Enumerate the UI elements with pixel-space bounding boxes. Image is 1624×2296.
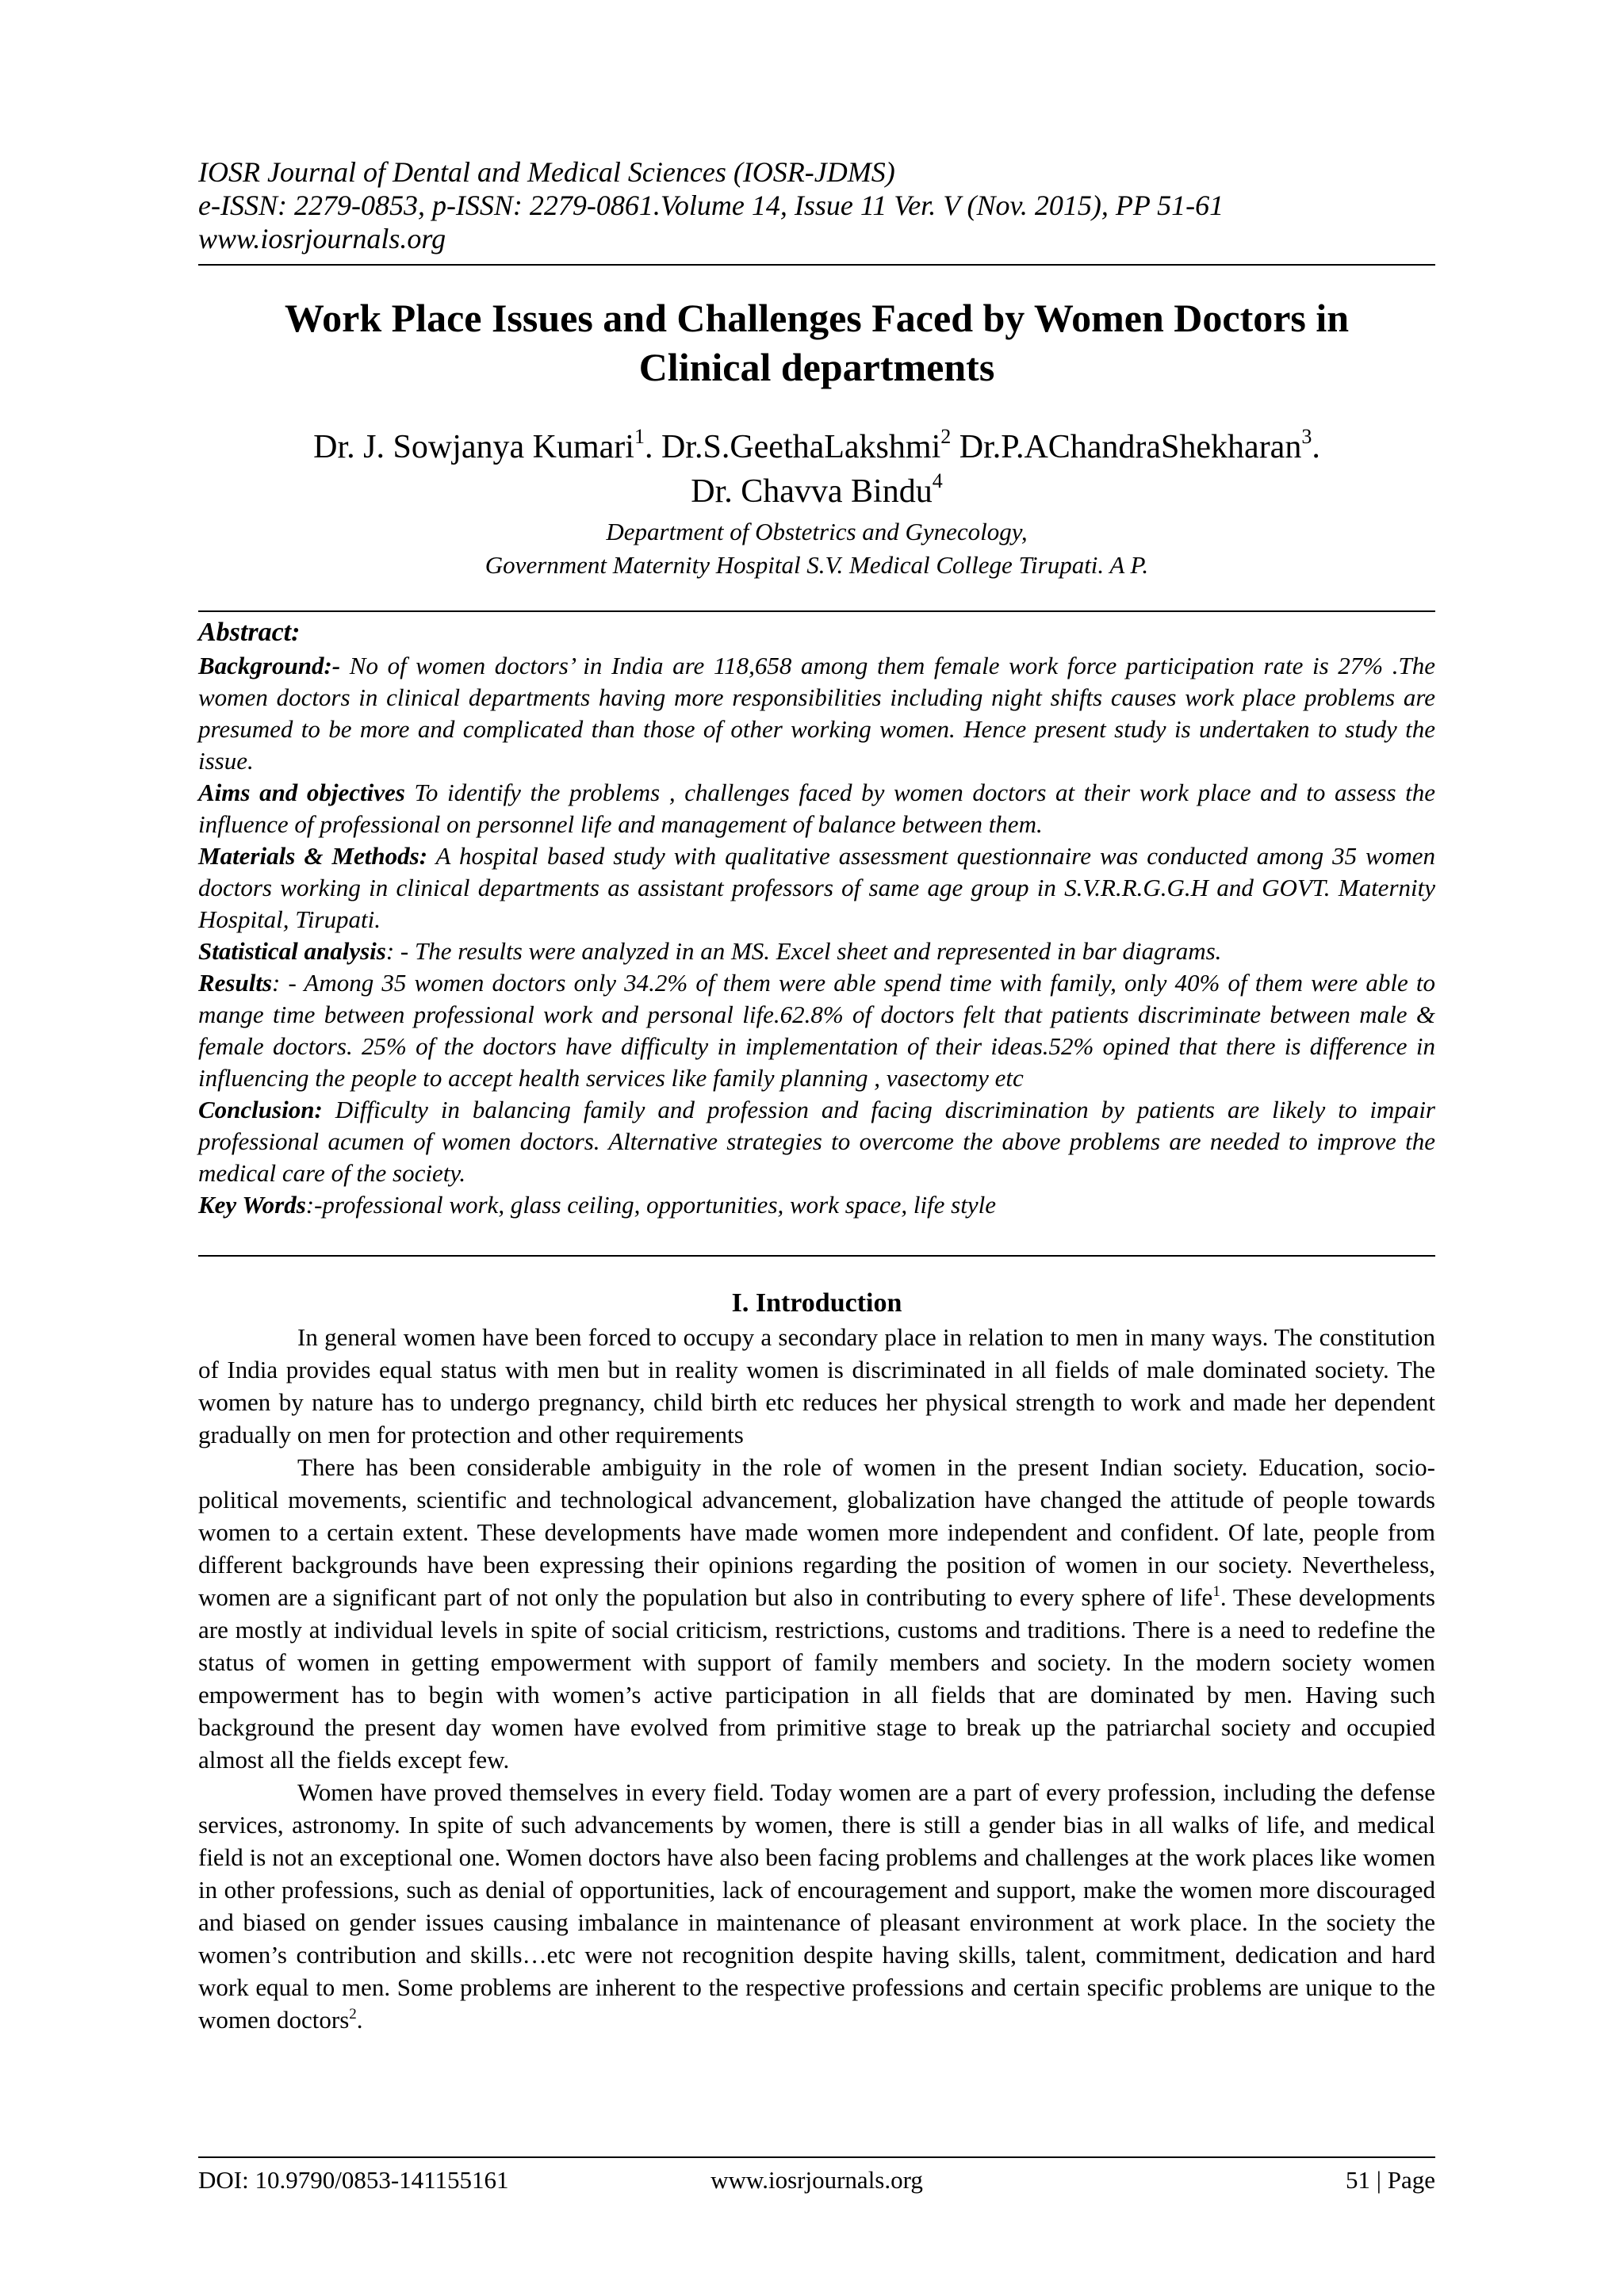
author-3: Dr.P.AChandraShekharan [951,429,1302,465]
background-text: No of women doctors’ in India are 118,658 among them female work force participation rate is 27% .The women doctors in clinical departments having more responsibilities including night shifts causes work place problems are presumed to be more and complicated than those of other working women. Hence present study is undertaken to study the issue. [198,652,1435,775]
abstract-top-divider [198,610,1435,612]
author-2: . Dr.S.GeethaLakshmi [644,429,941,465]
reference-2-superscript: 2 [349,2006,357,2022]
journal-name: IOSR Journal of Dental and Medical Sciences (IOSR-JDMS) [198,156,895,188]
author-4: Dr. Chavva Bindu [691,473,933,510]
section-heading-introduction: I. Introduction [731,1288,902,1318]
footer-page-number: 51 | Page [1346,2166,1435,2194]
authors-line-1 [198,425,1435,469]
paragraph-2-part-2: . These developments are mostly at individual levels in spite of social criticism, restrictions, customs and traditions. There is a need to redefine the status of women in getting empowerment with support of family members and society. In the modern society women empowerment has to begin with women’s active participation in all fields that are dominated by men. Having such background the present day women have evolved from primitive stage to break up the patriarchal society and occupied almost all the fields except few. [198,1583,1435,1774]
footer-divider [198,2156,1435,2158]
abstract-heading: Abstract: [198,618,301,647]
conclusion-label: Conclusion: [198,1096,323,1123]
reference-1-superscript: 1 [1212,1583,1220,1600]
paragraph-3-part-1: Women have proved themselves in every field. Today women are a part of every profession, including the defense services, astronomy. In spite of such advancements by women, there is still a gender bias in all walks of life, and medical field is not an exceptional one. Women doctors have also been facing problems and challenges at the work places like women in other professions, such as denial of opportunities, lack of encouragement and support, make the women more discouraged and biased on gender issues causing imbalance in maintenance of pleasant environment at work place. In the society the women’s contribution and skills…etc were not recognition despite having skills, talent, commitment, dedication and hard work equal to men. Some problems are inherent to the respective professions and certain specific problems are unique to the women doctors [198,1778,1435,2034]
author-3-tail: . [1312,429,1320,465]
footer-website: www.iosrjournals.org [710,2166,923,2194]
results-label: Results [198,969,273,997]
paragraph-2-part-1: There has been considerable ambiguity in the role of women in the present Indian society. Education, socio-political movements, scientific and technological advancement, globalization have changed the attitude of people towards women to a certain extent. These developments have made women more independent and confident. Of late, people from different backgrounds have been expressing their opinions regarding the position of women in our society. Nevertheless, women are a significant part of not only the population but also in contributing to every sphere of life [198,1453,1435,1611]
aims-text: To identify the problems , challenges faced by women doctors at their work place and to assess the influence of professional on personnel life and management of balance between them. [198,779,1435,838]
keywords-text: :-professional work, glass ceiling, opportunities, work space, life style [305,1191,996,1219]
author-4-superscript: 4 [932,469,943,492]
abstract-aims [198,777,1435,840]
journal-issn: e-ISSN: 2279-0853, p-ISSN: 2279-0861.Volume 14, Issue 11 Ver. V (Nov. 2015), PP 51-61 [198,189,1224,221]
title-line-2: Clinical departments [638,345,995,389]
aims-label: Aims and objectives [198,779,405,806]
affiliation-line-2: Government Maternity Hospital S.V. Medical College Tirupati. A P. [485,551,1149,579]
results-text: : - Among 35 women doctors only 34.2% of them were able spend time with family, only 40% of them were able to mange time between professional work and personal life.62.8% of doctors felt that patients discriminate between male & female doctors. 25% of the doctors have difficulty in implementation of their ideas.52% opined that there is difference in influencing the people to accept health services like family planning , vasectomy etc [198,969,1435,1092]
introduction-body [198,1321,1435,2036]
journal-url: www.iosrjournals.org [198,223,446,254]
paper-title [198,293,1435,392]
header-divider [198,264,1435,266]
keywords-label: Key Words [198,1191,306,1219]
paragraph-3 [198,1776,1435,2036]
abstract-background [198,650,1435,777]
paragraph-1: In general women have been forced to occupy a secondary place in relation to men in many ways. The constitution of India provides equal status with men but in reality women is discriminated in all fields of male dominated society. The women by nature has to undergo pregnancy, child birth etc reduces her physical strength to work and made her dependent gradually on men for protection and other requirements [198,1323,1435,1448]
background-label: Background:- [198,652,341,679]
author-1: Dr. J. Sowjanya Kumari [313,429,634,465]
affiliation [198,515,1435,582]
abstract-methods [198,840,1435,936]
title-line-1: Work Place Issues and Challenges Faced by Women Doctors in [284,296,1350,340]
abstract-results [198,967,1435,1094]
stats-text: : - The results were analyzed in an MS. Excel sheet and represented in bar diagrams. [385,937,1222,965]
paragraph-2 [198,1451,1435,1776]
stats-label: Statistical analysis [198,937,386,965]
paragraph-3-part-2: . [356,2006,363,2034]
journal-header [198,155,1435,255]
authors-line-2 [198,469,1435,514]
author-2-superscript: 2 [940,425,952,448]
methods-label: Materials & Methods: [198,842,428,870]
page-footer [198,2163,1435,2198]
abstract-bottom-divider [198,1255,1435,1257]
conclusion-text: Difficulty in balancing family and profession and facing discrimination by patients are likely to impair professional acumen of women doctors. Alternative strategies to overcome the above problems are needed to improve the medical care of the society. [198,1096,1435,1187]
affiliation-line-1: Department of Obstetrics and Gynecology, [606,518,1028,545]
methods-text: A hospital based study with qualitative assessment questionnaire was conducted among 35 women doctors working in clinical departments as assistant professors of same age group in S.V.R.R.G.G.H and GOVT. Maternity Hospital, Tirupati. [198,842,1436,933]
author-list [198,425,1435,514]
abstract [198,615,1435,1221]
footer-doi: DOI: 10.9790/0853-141155161 [198,2166,509,2194]
abstract-statistics [198,936,1435,967]
author-3-superscript: 3 [1301,425,1312,448]
author-1-superscript: 1 [634,425,645,448]
abstract-conclusion [198,1094,1435,1189]
abstract-keywords [198,1189,1435,1221]
